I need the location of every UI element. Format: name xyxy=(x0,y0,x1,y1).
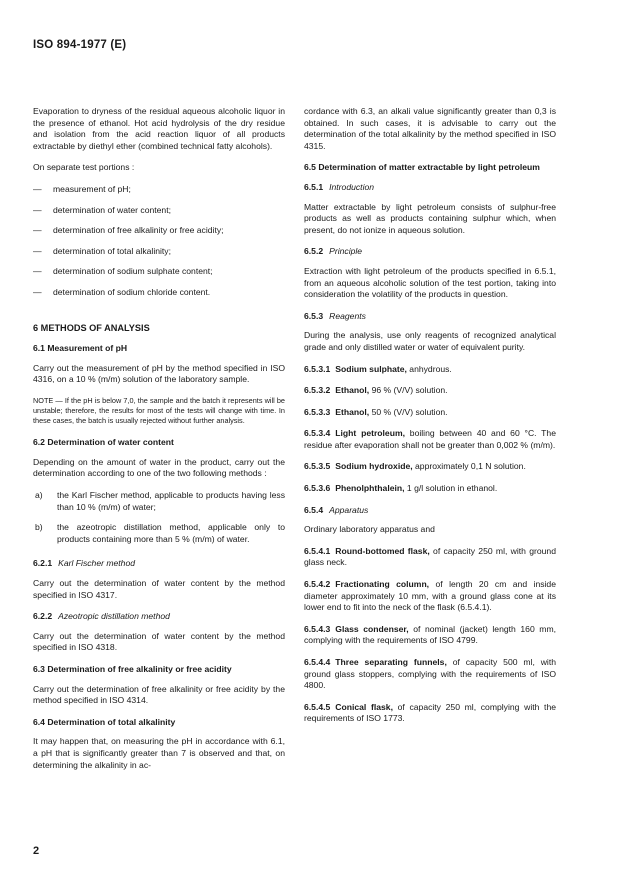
item-number: 6.5.4.5 xyxy=(304,701,331,712)
item-name: Light petroleum, xyxy=(335,428,405,439)
reagent-item xyxy=(304,385,556,397)
section-6-1-text: Carry out the measurement of pH by the method specified in ISO 4316, on a 10 % (m/m) solution of the laboratory sample. xyxy=(33,362,285,385)
item-description: boiling between 40 and 60 °C. The residue after evaporation shall not be greater than 0,002 % (m/m). xyxy=(304,428,556,450)
reagent-item xyxy=(304,461,556,473)
continuation-paragraph: cordance with 6.3, an alkali value significantly greater than 0,3 is obtained. In such cases, it is advisable to carry out the determination of the total alkalinity by the method specified in ISO 4315. xyxy=(304,106,556,151)
list-key: b) xyxy=(35,522,43,533)
section-6-2-1-text: Carry out the determination of water content by the method specified in ISO 4317. xyxy=(33,578,285,600)
item-description: 50 % (V/V) solution. xyxy=(369,406,448,417)
item-description: 1 g/l solution in ethanol. xyxy=(404,483,498,494)
section-title: Introduction xyxy=(329,181,375,192)
list-item-text: determination of free alkalinity or free acidity; xyxy=(53,225,224,236)
dash-marker: — xyxy=(33,266,42,277)
dash-marker: — xyxy=(33,183,42,194)
dash-marker: — xyxy=(33,225,42,236)
item-description: of capacity 250 ml, with ground glass neck. xyxy=(304,545,556,568)
reagent-item xyxy=(304,428,556,451)
section-6-3-heading: 6.3 Determination of free alkalinity or free acidity xyxy=(33,664,232,675)
list-item xyxy=(33,266,285,278)
section-number: 6.2.1 xyxy=(33,558,53,569)
item-number: 6.5.3.1 xyxy=(304,363,331,374)
dash-marker: — xyxy=(33,245,42,256)
item-description: 96 % (V/V) solution. xyxy=(369,385,448,396)
page-number: 2 xyxy=(33,845,40,857)
item-number: 6.5.4.3 xyxy=(304,623,331,634)
section-6-5-heading: 6.5 Determination of matter extractable by light petroleum xyxy=(304,162,540,173)
section-number: 6.5.1 xyxy=(304,181,324,192)
item-name: Sodium hydroxide, xyxy=(335,461,413,472)
section-6-2-1-heading xyxy=(33,558,285,570)
item-number: 6.5.4.1 xyxy=(304,545,331,556)
list-item-text: measurement of pH; xyxy=(53,183,131,194)
reagent-item xyxy=(304,407,556,419)
section-6-2-2-text: Carry out the determination of water content by the method specified in ISO 4318. xyxy=(33,630,285,653)
section-6-5-2-heading xyxy=(304,246,556,258)
list-item-text: the azeotropic distillation method, applicable only to products containing more than 5 % (m/m) of water. xyxy=(57,522,285,544)
item-description: anhydrous. xyxy=(406,363,452,374)
item-name: Ethanol, xyxy=(335,406,370,417)
test-list xyxy=(33,184,285,299)
list-item-text: the Karl Fischer method, applicable to products having less than 10 % (m/m) of water; xyxy=(57,490,285,512)
item-name: Round-bottomed flask, xyxy=(335,545,430,556)
list-item-text: determination of total alkalinity; xyxy=(53,245,171,256)
section-number: 6.5.3 xyxy=(304,310,324,321)
section-6-2-heading: 6.2 Determination of water content xyxy=(33,437,174,448)
section-6-5-1-heading xyxy=(304,182,556,194)
item-description: of capacity 500 ml, with ground glass stoppers, complying with the requirements of ISO 4800. xyxy=(304,657,556,691)
list-item xyxy=(33,225,285,237)
list-item-text: determination of sodium sulphate content; xyxy=(53,266,213,277)
item-name: Phenolphthalein, xyxy=(335,483,405,494)
left-column xyxy=(33,106,285,781)
dash-marker: — xyxy=(33,286,42,297)
item-number: 6.5.3.6 xyxy=(304,483,331,494)
apparatus-item xyxy=(304,657,556,692)
reagent-item xyxy=(304,364,556,376)
list-item-text: determination of water content; xyxy=(53,204,171,215)
list-item xyxy=(33,184,285,196)
item-number: 6.5.3.2 xyxy=(304,385,331,396)
list-item xyxy=(33,287,285,299)
item-description: approximately 0,1 N solution. xyxy=(412,461,526,472)
section-title: Karl Fischer method xyxy=(58,558,136,569)
item-name: Three separating funnels, xyxy=(335,657,447,667)
list-item-text: determination of sodium chloride content. xyxy=(53,286,211,297)
item-name: Glass condenser, xyxy=(335,623,409,634)
list-item xyxy=(33,522,285,545)
item-description: of capacity 250 ml, complying with the requirements of ISO 1773. xyxy=(304,701,557,724)
list-key: a) xyxy=(35,490,43,501)
list-item xyxy=(33,246,285,258)
list-item xyxy=(33,490,285,513)
item-name: Conical flask, xyxy=(335,701,393,712)
section-title: Azeotropic distillation method xyxy=(58,611,170,622)
apparatus-item xyxy=(304,579,556,614)
section-number: 6.5.4 xyxy=(304,504,324,515)
section-6-3-text: Carry out the determination of free alkalinity or free acidity by the method specified in ISO 4314. xyxy=(33,683,285,706)
section-title: Principle xyxy=(329,246,363,257)
section-6-5-4-heading xyxy=(304,505,556,517)
item-number: 6.5.3.3 xyxy=(304,406,331,417)
section-6-2-2-heading xyxy=(33,611,285,623)
section-6-5-4-text: Ordinary laboratory apparatus and xyxy=(304,524,435,535)
section-title: Reagents xyxy=(329,310,366,321)
right-column xyxy=(304,106,556,735)
section-title: Apparatus xyxy=(329,504,369,515)
item-name: Fractionating column, xyxy=(335,579,430,590)
item-number: 6.5.3.5 xyxy=(304,461,331,472)
list-item xyxy=(33,205,285,217)
item-number: 6.5.4.2 xyxy=(304,579,331,590)
section-6-heading: 6 METHODS OF ANALYSIS xyxy=(33,322,150,333)
reagent-item xyxy=(304,483,556,495)
section-6-1-heading: 6.1 Measurement of pH xyxy=(33,343,128,354)
apparatus-item xyxy=(304,624,556,647)
section-6-5-2-text: Extraction with light petroleum of the products specified in 6.5.1, from an aqueous alcoholic solution of the test portion, taking into consideration the volatility of the products in question. xyxy=(304,265,556,300)
section-6-1-note: NOTE — If the pH is below 7,0, the sample and the batch it represents will be unstable; therefore, the results for most of the tests will change with time. In these cases, the batch is usually rejected without further analysis. xyxy=(33,395,285,425)
section-number: 6.2.2 xyxy=(33,611,53,622)
item-number: 6.5.4.4 xyxy=(304,657,331,667)
apparatus-item xyxy=(304,546,556,569)
document-header: ISO 894-1977 (E) xyxy=(33,39,127,51)
section-6-4-heading: 6.4 Determination of total alkalinity xyxy=(33,716,176,727)
item-name: Ethanol, xyxy=(335,385,370,396)
item-number: 6.5.3.4 xyxy=(304,428,331,439)
section-6-5-3-heading xyxy=(304,311,556,323)
section-6-4-text: It may happen that, on measuring the pH in accordance with 6.1, a pH that is significantly greater than 7 is observed and that, on determining the alkalinity in ac- xyxy=(33,736,285,770)
apparatus-item xyxy=(304,702,556,725)
item-name: Sodium sulphate, xyxy=(335,363,407,374)
section-number: 6.5.2 xyxy=(304,246,324,257)
separate-portions-label: On separate test portions : xyxy=(33,162,135,173)
section-6-5-3-text: During the analysis, use only reagents of recognized analytical grade and only distilled water or water of equivalent purity. xyxy=(304,330,556,352)
section-6-5-1-text: Matter extractable by light petroleum consists of sulphur-free products as well as products containing sulphur which, when present, do not ionize in aqueous solution. xyxy=(304,201,556,235)
intro-paragraph: Evaporation to dryness of the residual aqueous alcoholic liquor in the presence of ethanol. Hot acid hydrolysis of the dry residue and isolation from the acid reaction liquor of all products extractable by diethyl ether (combined technical fatty alcohols). xyxy=(33,106,285,151)
dash-marker: — xyxy=(33,204,42,215)
section-6-2-text: Depending on the amount of water in the product, carry out the determination according to one of the two following methods : xyxy=(33,456,285,479)
item-description: of length 20 cm and inside diameter approximately 10 mm, with a ground glass cone at its lower end to fit into the neck of the flask (6.5.4.1). xyxy=(304,579,556,613)
item-description: of nominal (jacket) length 160 mm, complying with the requirements of ISO 4799. xyxy=(304,623,557,646)
